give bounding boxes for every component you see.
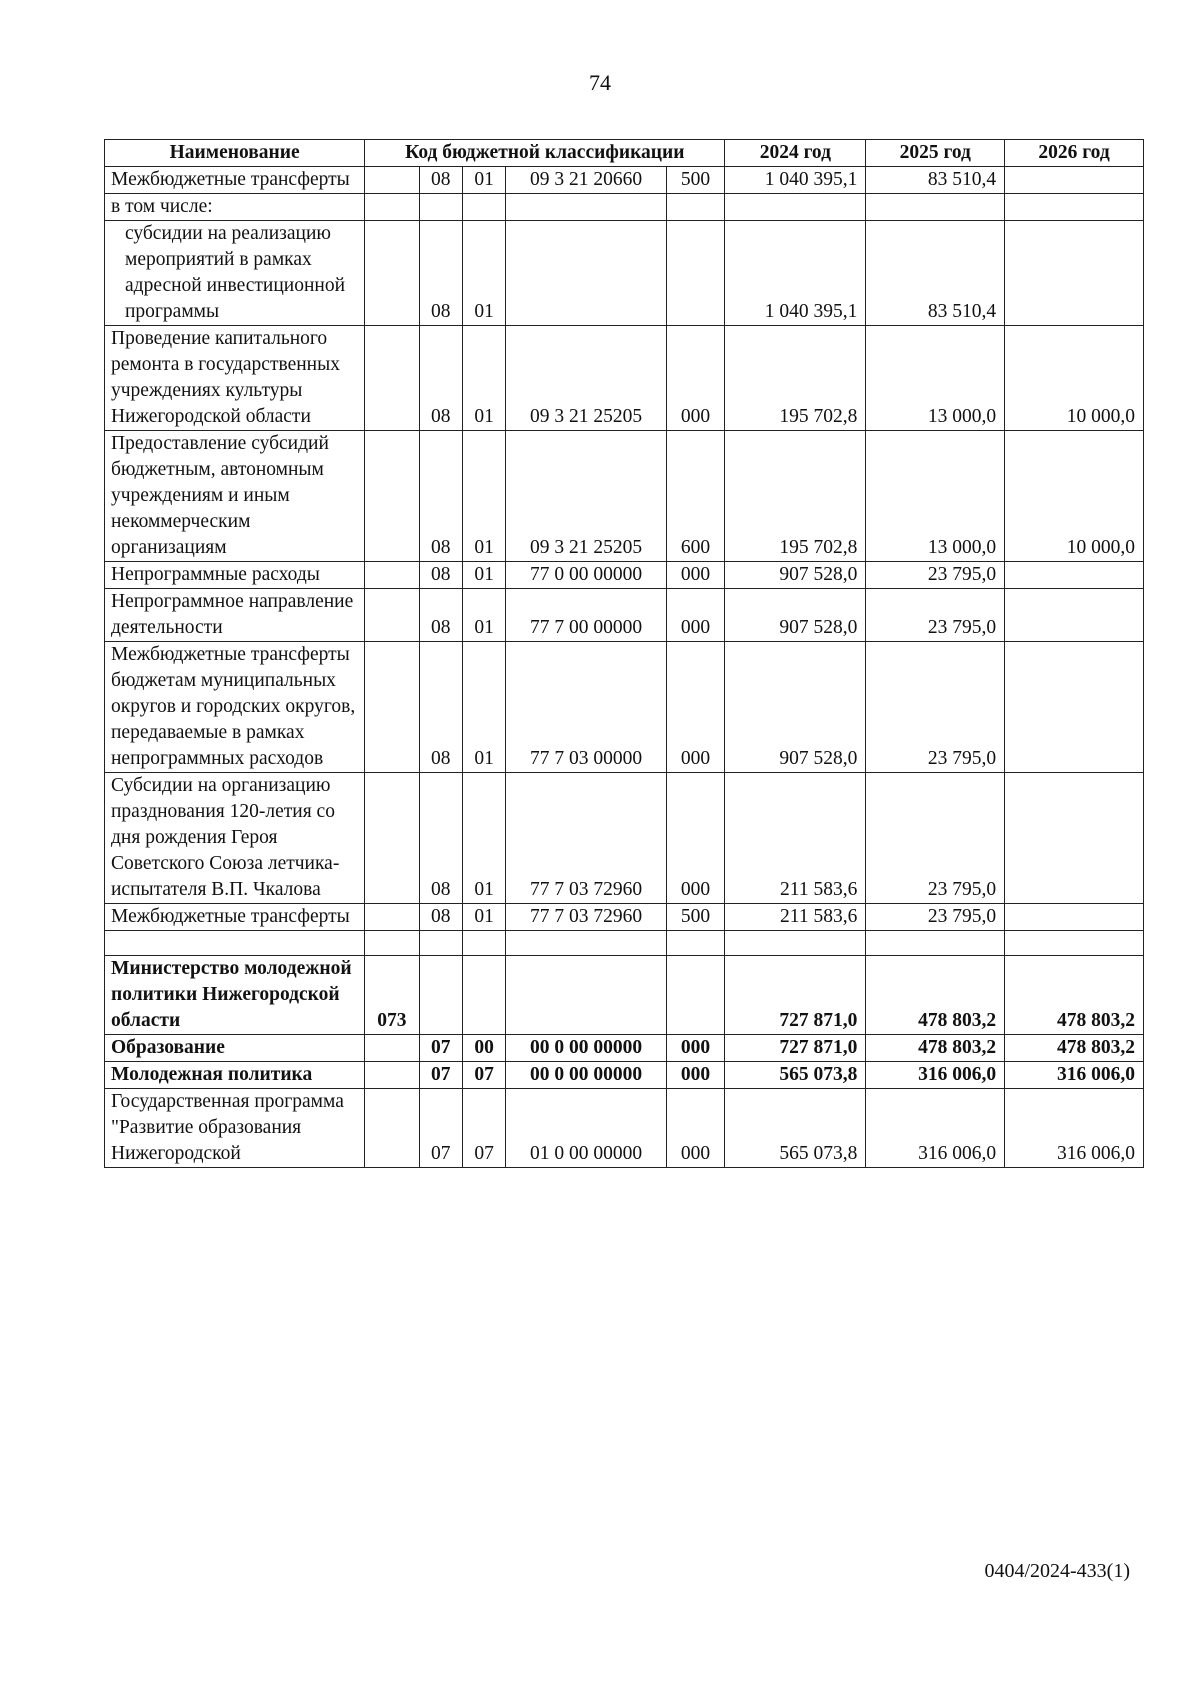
- row-2026: 10 000,0: [1005, 326, 1144, 431]
- row-2024: 211 583,6: [725, 773, 866, 904]
- table-row-subsection: [105, 1062, 1144, 1089]
- row-type: [666, 931, 725, 956]
- row-2024: 195 702,8: [725, 326, 866, 431]
- row-type: [666, 221, 725, 326]
- row-subsection: 01: [462, 589, 505, 642]
- row-subsection: [462, 194, 505, 221]
- row-2025: 23 795,0: [866, 562, 1005, 589]
- row-target: 77 7 03 72960: [506, 904, 667, 931]
- document-code: 0404/2024-433(1): [984, 1560, 1130, 1582]
- row-section: 08: [419, 431, 462, 562]
- row-subsection: 01: [462, 642, 505, 773]
- row-2024: [725, 931, 866, 956]
- row-name: Межбюджетные трансферты: [105, 167, 365, 194]
- row-type: 000: [666, 326, 725, 431]
- row-2026: [1005, 589, 1144, 642]
- table-row: [105, 562, 1144, 589]
- table-row: [105, 431, 1144, 562]
- row-subsection: 01: [462, 167, 505, 194]
- row-type: 000: [666, 589, 725, 642]
- row-section: 07: [419, 1035, 462, 1062]
- row-name: [105, 931, 365, 956]
- row-target: 77 7 03 72960: [506, 773, 667, 904]
- row-2024: 727 871,0: [725, 956, 866, 1035]
- header-2026: 2026 год: [1005, 140, 1144, 167]
- row-name: Непрограммные расходы: [105, 562, 365, 589]
- row-2024: 565 073,8: [725, 1062, 866, 1089]
- row-name: Государственная программа "Развитие образования Нижегородской: [105, 1089, 365, 1168]
- row-name: Проведение капитального ремонта в государственных учреждениях культуры Нижегородской области: [105, 326, 365, 431]
- row-2025: 478 803,2: [866, 956, 1005, 1035]
- table-row-section: [105, 1035, 1144, 1062]
- row-section: 08: [419, 326, 462, 431]
- row-2026: 478 803,2: [1005, 956, 1144, 1035]
- row-target: 00 0 00 00000: [506, 1062, 667, 1089]
- row-2024: 907 528,0: [725, 642, 866, 773]
- row-2026: 10 000,0: [1005, 431, 1144, 562]
- header-code: Код бюджетной классификации: [365, 140, 725, 167]
- row-admin: [365, 904, 419, 931]
- row-2026: 316 006,0: [1005, 1062, 1144, 1089]
- row-subsection: 01: [462, 904, 505, 931]
- table-row: [105, 1089, 1144, 1168]
- row-section: 08: [419, 562, 462, 589]
- row-name: Образование: [105, 1035, 365, 1062]
- row-2026: [1005, 642, 1144, 773]
- budget-table-wrapper: [104, 139, 1144, 1168]
- row-2024: 211 583,6: [725, 904, 866, 931]
- row-section: 08: [419, 167, 462, 194]
- table-row: [105, 773, 1144, 904]
- row-2025: [866, 931, 1005, 956]
- row-admin: [365, 1062, 419, 1089]
- row-2025: 23 795,0: [866, 904, 1005, 931]
- row-type: 000: [666, 773, 725, 904]
- row-2024: 727 871,0: [725, 1035, 866, 1062]
- row-section: 08: [419, 589, 462, 642]
- row-admin: [365, 1035, 419, 1062]
- row-subsection: 07: [462, 1062, 505, 1089]
- row-type: 000: [666, 642, 725, 773]
- row-2024: 1 040 395,1: [725, 167, 866, 194]
- row-admin: [365, 642, 419, 773]
- row-section: 08: [419, 773, 462, 904]
- row-subsection: 01: [462, 562, 505, 589]
- row-2025: 83 510,4: [866, 221, 1005, 326]
- row-target: 77 7 00 00000: [506, 589, 667, 642]
- row-section: 08: [419, 904, 462, 931]
- row-target: 01 0 00 00000: [506, 1089, 667, 1168]
- row-name: в том числе:: [105, 194, 365, 221]
- row-subsection: 01: [462, 326, 505, 431]
- row-subsection: 01: [462, 773, 505, 904]
- row-type: 000: [666, 562, 725, 589]
- row-target: 77 0 00 00000: [506, 562, 667, 589]
- table-row: [105, 904, 1144, 931]
- row-2026: [1005, 194, 1144, 221]
- row-target: [506, 194, 667, 221]
- header-2025: 2025 год: [866, 140, 1005, 167]
- row-section: 08: [419, 221, 462, 326]
- row-type: 600: [666, 431, 725, 562]
- row-2026: [1005, 221, 1144, 326]
- row-2025: 23 795,0: [866, 589, 1005, 642]
- row-type: 500: [666, 167, 725, 194]
- row-section: [419, 956, 462, 1035]
- row-name: Субсидии на организацию празднования 120-летия со дня рождения Героя Советского Союза летчика-испытателя В.П. Чкалова: [105, 773, 365, 904]
- row-2026: [1005, 773, 1144, 904]
- table-row: [105, 194, 1144, 221]
- row-type: 500: [666, 904, 725, 931]
- row-target: [506, 221, 667, 326]
- row-admin: [365, 589, 419, 642]
- row-2025: 316 006,0: [866, 1062, 1005, 1089]
- row-admin: [365, 931, 419, 956]
- row-type: [666, 194, 725, 221]
- row-2025: 23 795,0: [866, 642, 1005, 773]
- row-name: Межбюджетные трансферты бюджетам муниципальных округов и городских округов, передаваемые в рамках непрограммных расходов: [105, 642, 365, 773]
- row-admin: [365, 431, 419, 562]
- table-row: [105, 167, 1144, 194]
- row-2025: 316 006,0: [866, 1089, 1005, 1168]
- row-target: 09 3 21 25205: [506, 326, 667, 431]
- row-subsection: 01: [462, 431, 505, 562]
- row-target: [506, 956, 667, 1035]
- row-2025: 23 795,0: [866, 773, 1005, 904]
- budget-table: [104, 139, 1144, 1168]
- row-admin: [365, 773, 419, 904]
- row-type: 000: [666, 1062, 725, 1089]
- row-target: [506, 931, 667, 956]
- row-2024: 195 702,8: [725, 431, 866, 562]
- row-subsection: 00: [462, 1035, 505, 1062]
- row-2026: [1005, 167, 1144, 194]
- row-type: 000: [666, 1035, 725, 1062]
- row-section: 07: [419, 1062, 462, 1089]
- row-subsection: [462, 956, 505, 1035]
- row-2024: 907 528,0: [725, 562, 866, 589]
- row-name: Предоставление субсидий бюджетным, автономным учреждениям и иным некоммерческим организациям: [105, 431, 365, 562]
- page-number: 74: [589, 70, 611, 95]
- row-name: Межбюджетные трансферты: [105, 904, 365, 931]
- table-row: [105, 326, 1144, 431]
- row-admin: [365, 194, 419, 221]
- row-admin: [365, 1089, 419, 1168]
- row-2024: 907 528,0: [725, 589, 866, 642]
- row-target: 77 7 03 00000: [506, 642, 667, 773]
- header-name: Наименование: [105, 140, 365, 167]
- row-type: [666, 956, 725, 1035]
- row-2025: 478 803,2: [866, 1035, 1005, 1062]
- row-name: субсидии на реализацию мероприятий в рамках адресной инвестиционной программы: [105, 221, 365, 326]
- header-row: [105, 140, 1144, 167]
- row-name: Непрограммное направление деятельности: [105, 589, 365, 642]
- table-row: [105, 589, 1144, 642]
- row-admin: 073: [365, 956, 419, 1035]
- row-target: 09 3 21 25205: [506, 431, 667, 562]
- row-2026: [1005, 562, 1144, 589]
- row-2026: [1005, 904, 1144, 931]
- row-admin: [365, 326, 419, 431]
- row-2025: 13 000,0: [866, 326, 1005, 431]
- row-admin: [365, 167, 419, 194]
- row-section: 08: [419, 642, 462, 773]
- row-section: [419, 931, 462, 956]
- row-2026: 316 006,0: [1005, 1089, 1144, 1168]
- table-row-ministry: [105, 956, 1144, 1035]
- table-row-spacer: [105, 931, 1144, 956]
- row-subsection: 07: [462, 1089, 505, 1168]
- row-admin: [365, 221, 419, 326]
- row-name: Министерство молодежной политики Нижегородской области: [105, 956, 365, 1035]
- row-admin: [365, 562, 419, 589]
- row-2025: 83 510,4: [866, 167, 1005, 194]
- row-2026: [1005, 931, 1144, 956]
- row-type: 000: [666, 1089, 725, 1168]
- row-2025: 13 000,0: [866, 431, 1005, 562]
- row-subsection: [462, 931, 505, 956]
- table-row: [105, 221, 1144, 326]
- row-section: 07: [419, 1089, 462, 1168]
- row-2024: 1 040 395,1: [725, 221, 866, 326]
- row-section: [419, 194, 462, 221]
- row-target: 00 0 00 00000: [506, 1035, 667, 1062]
- row-2025: [866, 194, 1005, 221]
- row-target: 09 3 21 20660: [506, 167, 667, 194]
- row-2026: 478 803,2: [1005, 1035, 1144, 1062]
- row-2024: [725, 194, 866, 221]
- row-2024: 565 073,8: [725, 1089, 866, 1168]
- row-name: Молодежная политика: [105, 1062, 365, 1089]
- row-subsection: 01: [462, 221, 505, 326]
- table-row: [105, 642, 1144, 773]
- header-2024: 2024 год: [725, 140, 866, 167]
